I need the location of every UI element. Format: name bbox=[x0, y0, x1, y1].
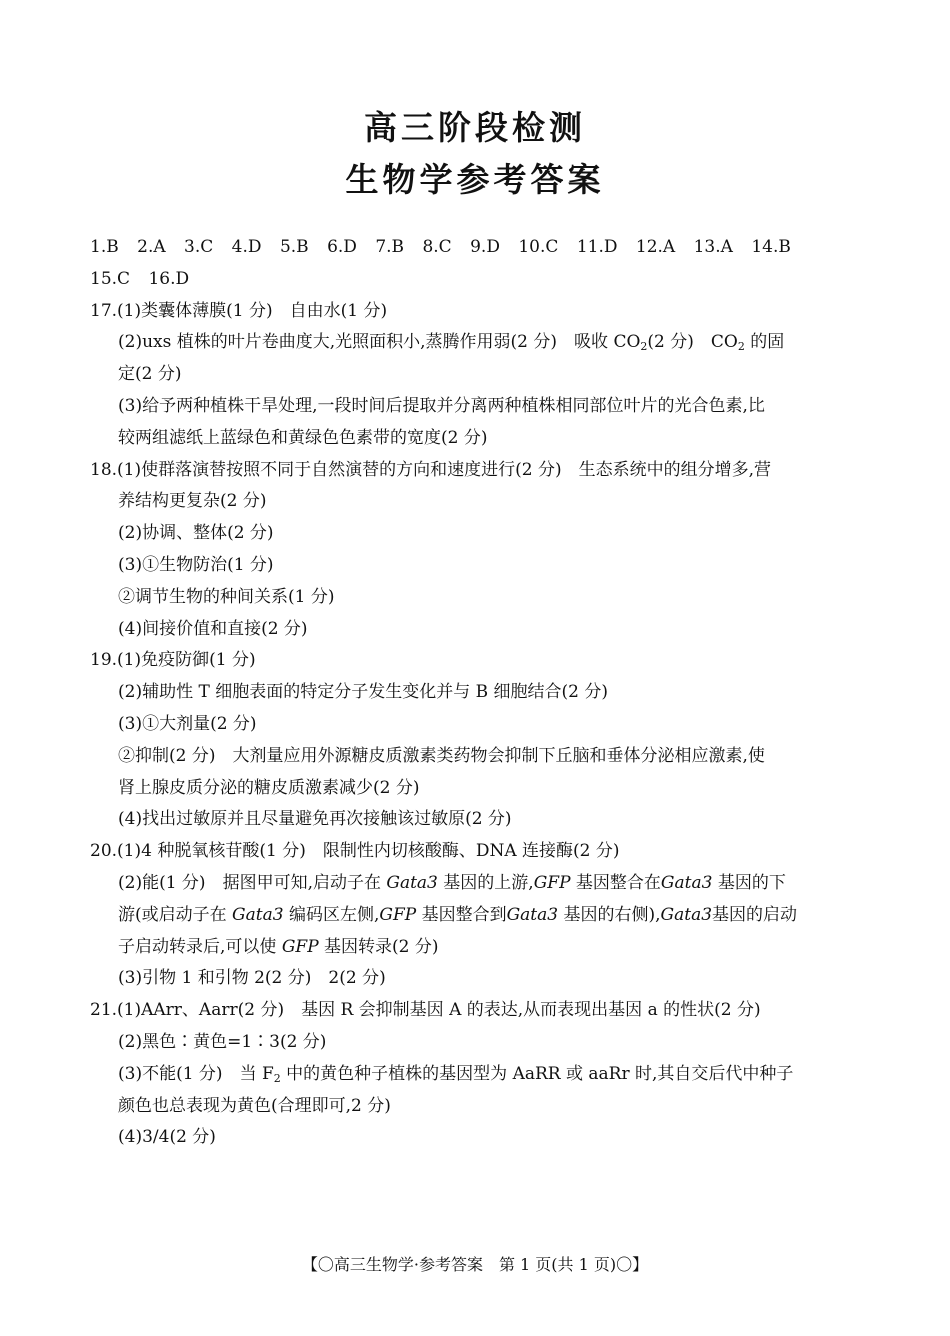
q20-line-2: (2)能(1 分) 据图甲可知,启动子在 Gata3 基因的上游,GFP 基因整合在Gata3 基因的下 bbox=[118, 872, 786, 893]
q19-line-2: (2)辅助性 T 细胞表面的特定分子发生变化并与 B 细胞结合(2 分) bbox=[118, 682, 609, 703]
page-title: 高三阶段检测 bbox=[364, 108, 586, 147]
choice-answer: 5.B bbox=[279, 237, 309, 257]
choice-answer: 10.C bbox=[518, 237, 559, 257]
q18-line-2: 养结构更复杂(2 分) bbox=[118, 491, 267, 512]
choice-answer: 13.A bbox=[693, 237, 733, 257]
choice-answer: 4.D bbox=[231, 237, 262, 257]
choice-answer: 3.C bbox=[184, 237, 214, 257]
choice-answers-row-2 bbox=[90, 264, 865, 296]
answer-content bbox=[90, 232, 865, 1154]
q18-line-3: (2)协调、整体(2 分) bbox=[118, 523, 274, 544]
q17-line-3: 定(2 分) bbox=[118, 364, 182, 385]
q21-line-3: (3)不能(1 分) 当 $F_2$ 中的黄色种子植株的基因型为 AaRR 或 aaRr 时,其自交后代中种子 bbox=[118, 1063, 794, 1085]
q21-line-5: (4)3/4(2 分) bbox=[118, 1127, 216, 1148]
choice-answer: 11.D bbox=[576, 237, 618, 257]
choice-answer: 15.C bbox=[90, 268, 131, 289]
q20-line-4: 子启动转录后,可以使 GFP 基因转录(2 分) bbox=[118, 936, 439, 957]
q18-line-4: (3)①生物防治(1 分) bbox=[118, 554, 274, 575]
choice-answer: 2.A bbox=[137, 237, 166, 257]
choice-answer: 16.D bbox=[148, 268, 190, 289]
q17-line-4: (3)给予两种植株干旱处理,一段时间后提取并分离两种植株相同部位叶片的光合色素,比 bbox=[118, 395, 765, 416]
choice-answers-row-1 bbox=[90, 232, 865, 264]
q19-line-3: (3)①大剂量(2 分) bbox=[118, 713, 257, 734]
q19-line-1: 19.(1)免疫防御(1 分) bbox=[90, 650, 256, 671]
q17-line-2: (2)uxs 植株的叶片卷曲度大,光照面积小,蒸腾作用弱(2 分) 吸收 $CO_2(2$ 分) $CO_2$ 的固 bbox=[118, 332, 785, 354]
q18-line-5: ②调节生物的种间关系(1 分) bbox=[118, 586, 335, 607]
q21-line-2: (2)黑色∶黄色=1∶3(2 分) bbox=[118, 1031, 327, 1052]
q18-line-6: (4)间接价值和直接(2 分) bbox=[118, 618, 308, 639]
q18-line-1: 18.(1)使群落演替按照不同于自然演替的方向和速度进行(2 分) 生态系统中的组分增多,营 bbox=[90, 459, 772, 480]
choice-answer: 9.D bbox=[470, 237, 500, 257]
q20-line-5: (3)引物 1 和引物 2(2 分) 2(2 分) bbox=[118, 968, 386, 989]
choice-answer: 12.A bbox=[635, 237, 676, 257]
page-footer: 【〇高三生物学·参考答案 第 1 页(共 1 页)〇】 bbox=[301, 1255, 649, 1274]
q20-line-1: 20.(1)4 种脱氧核苷酸(1 分) 限制性内切核酸酶、DNA 连接酶(2 分) bbox=[90, 841, 620, 862]
q21-line-4: 颜色也总表现为黄色(合理即可,2 分) bbox=[118, 1095, 391, 1116]
q20-line-3: 游(或启动子在 Gata3 编码区左侧,GFP 基因整合到Gata3 基因的右侧),Gata3基因的启动 bbox=[118, 904, 798, 925]
q19-line-6: (4)找出过敏原并且尽量避免再次接触该过敏原(2 分) bbox=[118, 809, 512, 830]
choice-answer: 8.C bbox=[422, 237, 452, 257]
q21-line-1: 21.(1)AArr、Aarr(2 分) 基因 R 会抑制基因 A 的表达,从而表现出基因 a 的性状(2 分) bbox=[90, 1000, 761, 1021]
choice-answer: 6.D bbox=[327, 237, 357, 257]
q17-line-1: 17.(1)类囊体薄膜(1 分) 自由水(1 分) bbox=[90, 300, 388, 321]
choice-answer: 7.B bbox=[375, 237, 405, 257]
q19-line-5: 肾上腺皮质分泌的糖皮质激素减少(2 分) bbox=[118, 777, 420, 798]
choice-answer: 14.B bbox=[751, 237, 791, 257]
choice-answer: 1.B bbox=[90, 237, 119, 257]
page-subtitle: 生物学参考答案 bbox=[345, 160, 605, 199]
q19-line-4: ②抑制(2 分) 大剂量应用外源糖皮质激素类药物会抑制下丘脑和垂体分泌相应激素,使 bbox=[118, 745, 765, 766]
q17-line-5: 较两组滤纸上蓝绿色和黄绿色色素带的宽度(2 分) bbox=[118, 427, 488, 448]
